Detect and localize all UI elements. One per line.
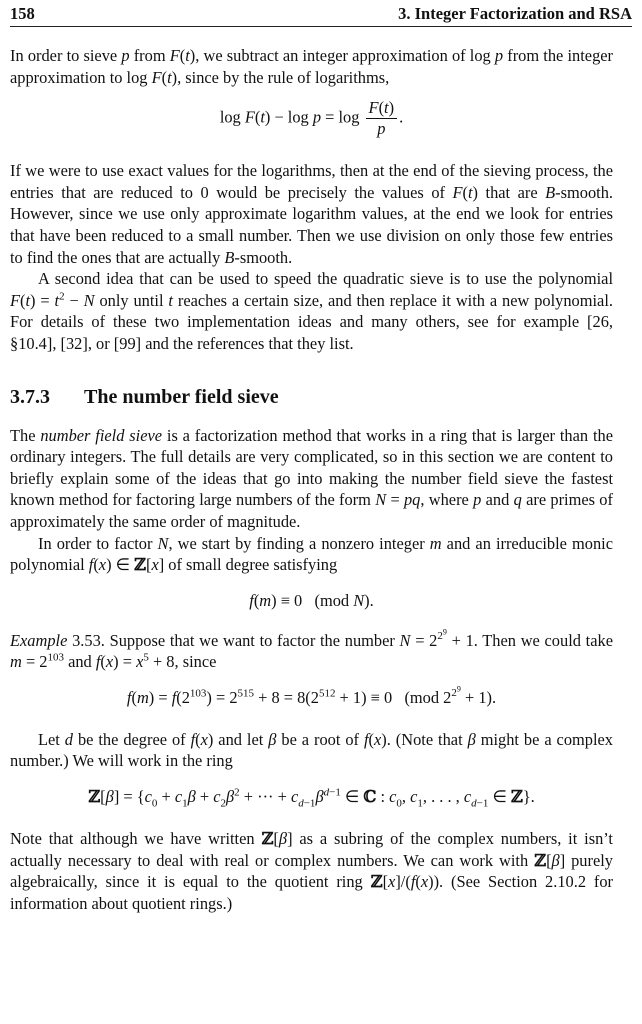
equation-ring: ℤ[β] = {$c_0 + c_1\beta + c_2\beta^2$ + ··· + $c_{d-1}\beta^{d-1}$ ∈ ℂ : $c_0$, $c_1$, . . . , $c_{d-1}$ ∈ ℤ}. <box>88 786 535 810</box>
paragraph-exact-logs: If we were to use exact values for the logarithms, then at the end of the sieving process, the entries that are reduced to 0 would be precisely the values of F(t) that are B-smooth. However, since we use only approximate logarithm values, at the end we look for entries that have been reduced to a small number. Then we use division on only those few entries to find the ones that are actually B-smooth. <box>10 161 613 267</box>
page-content <box>10 45 613 914</box>
page-number: 158 <box>10 4 35 23</box>
example-number: 3.53. <box>72 630 105 650</box>
paragraph-ring-intro: Let d be the degree of f(x) and let β be a root of f(x). (Note that β might be a complex number.) We will work in the ring <box>10 729 613 771</box>
equation-log-rule: log F(t) − log p = log $\frac{F(t)}{p}$ . <box>219 98 404 139</box>
paragraph-nfs-intro: The number field sieve is a factorization method that works in a ring that is larger than the ordinary integers. The full details are very complicated, so in this section we are content to briefly explain some of the ideas that go into making the number field sieve the fastest known method for factoring large numbers of the form N = pq, where p and q are primes of approximately the same order of magnitude. <box>10 425 613 531</box>
paragraph-second-idea: A second idea that can be used to speed the quadratic sieve is to use the polynomial $F(t) = t^2 - N$ only until t reaches a certain size, and then replace it with a new polynomial. For details of these two implementation ideas and many others, see for example [26, §10.4], [32], or [99] and the references that they list. <box>10 269 613 353</box>
chapter-title: 3. Integer Factorization and RSA <box>398 4 632 23</box>
equation-example: $f(m) = f(2^{103}) = 2^{515} + 8 = 8(2^{512} + 1) \equiv 0$ (mod $2^{2^9} + 1$). <box>126 684 497 707</box>
paragraph-algebraic: Note that although we have written ℤ[β] as a subring of the complex numbers, it isn’t actually necessary to deal with real or complex numbers. We can work with ℤ[β] purely algebraically, since it is equal to the quotient ring ℤ[x]/(f(x)). (See Section 2.10.2 for information about quotient rings.) <box>10 829 613 913</box>
section-number: 3.7.3 <box>10 385 50 408</box>
section-title: The number field sieve <box>84 385 279 408</box>
equation-congruence: f(m) ≡ 0 (mod N). <box>249 590 374 610</box>
paragraph-factor-n: In order to factor N, we start by finding a nonzero integer m and an irreducible monic polynomial f(x) ∈ ℤ[x] of small degree satisfying <box>10 533 613 575</box>
section-heading <box>10 387 613 425</box>
example-label: Example <box>10 630 68 650</box>
running-header <box>10 2 632 27</box>
paragraph-sieve-intro: In order to sieve p from F(t), we subtract an integer approximation of log p from the integer approximation to log F(t), since by the rule of logarithms, <box>10 46 613 87</box>
paragraph-example: Example 3.53. Suppose that we want to factor the number $N = 2^{2^9} + 1$. Then we could take $m = 2^{103}$ and $f(x) = x^5 + 8$, since <box>10 627 613 672</box>
